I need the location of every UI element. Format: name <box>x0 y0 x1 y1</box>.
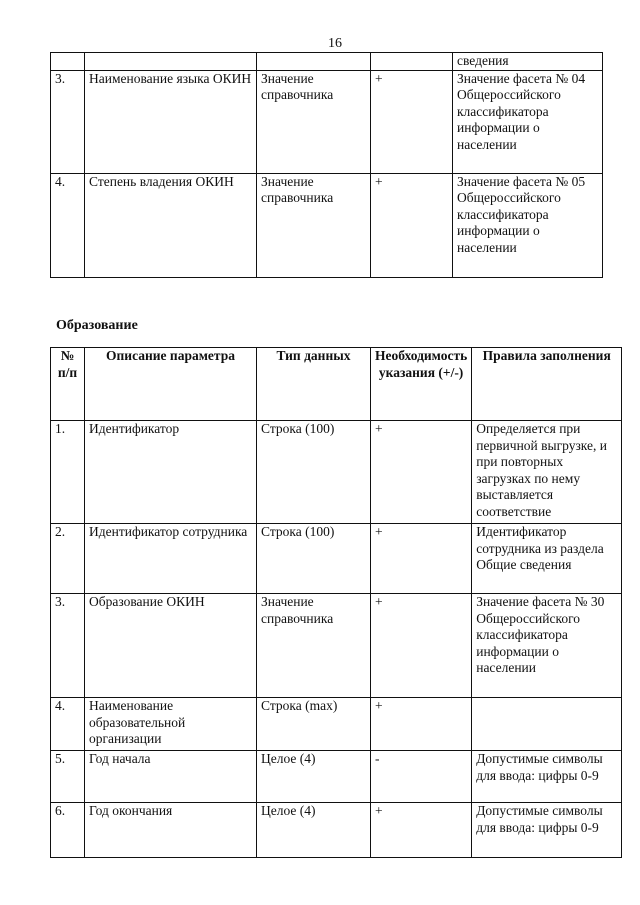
section-title: Образование <box>56 318 138 333</box>
fill-rules: Определяется при первичной выгрузке, и при повторных загрузках по нему выставляется соответствие <box>472 421 622 524</box>
header-name: Описание параметра <box>85 348 257 421</box>
data-type: Значение справочника <box>257 594 371 698</box>
row-number: 3. <box>51 594 85 698</box>
param-name: Год начала <box>85 751 257 803</box>
required-flag: + <box>371 173 453 277</box>
row-number: 4. <box>51 173 85 277</box>
data-type: Строка (100) <box>257 421 371 524</box>
table-row <box>51 698 622 751</box>
row-number: 6. <box>51 803 85 858</box>
data-type: Строка (100) <box>257 524 371 594</box>
page-number: 16 <box>328 36 342 51</box>
required-flag: + <box>371 803 472 858</box>
param-name: Степень владения ОКИН <box>85 173 257 277</box>
fill-rules: Значение фасета № 30 Общероссийского классификатора информации о населении <box>472 594 622 698</box>
header-rules: Правила заполнения <box>472 348 622 421</box>
fill-rules: Идентификатор сотрудника из раздела Общие сведения <box>472 524 622 594</box>
table-row <box>51 803 622 858</box>
param-name: Наименование образовательной организации <box>85 698 257 751</box>
required-flag: + <box>371 594 472 698</box>
row-number: 3. <box>51 70 85 173</box>
fill-rules: Допустимые символы для ввода: цифры 0-9 <box>472 803 622 858</box>
fill-rules: Значение фасета № 04 Общероссийского классификатора информации о населении <box>453 70 603 173</box>
param-name: Идентификатор сотрудника <box>85 524 257 594</box>
table-row <box>51 751 622 803</box>
required-flag: + <box>371 524 472 594</box>
required-flag: - <box>371 751 472 803</box>
table-row <box>51 53 603 71</box>
param-name: Идентификатор <box>85 421 257 524</box>
data-type: Значение справочника <box>257 173 371 277</box>
header-required: Необходимость указания (+/-) <box>371 348 472 421</box>
fill-rules: Допустимые символы для ввода: цифры 0-9 <box>472 751 622 803</box>
row-number: 4. <box>51 698 85 751</box>
rules-cell: сведения <box>453 53 603 71</box>
data-type: Целое (4) <box>257 803 371 858</box>
required-flag: + <box>371 421 472 524</box>
education-table <box>50 347 622 858</box>
data-type: Целое (4) <box>257 751 371 803</box>
required-flag: + <box>371 70 453 173</box>
fill-rules: Значение фасета № 05 Общероссийского классификатора информации о населении <box>453 173 603 277</box>
param-name: Наименование языка ОКИН <box>85 70 257 173</box>
table-row <box>51 524 622 594</box>
header-num: № п/п <box>51 348 85 421</box>
table-row <box>51 70 603 173</box>
table-row <box>51 594 622 698</box>
header-type: Тип данных <box>257 348 371 421</box>
param-name: Год окончания <box>85 803 257 858</box>
fill-rules <box>472 698 622 751</box>
row-number: 1. <box>51 421 85 524</box>
language-table <box>50 52 603 278</box>
table-row <box>51 173 603 277</box>
required-flag: + <box>371 698 472 751</box>
row-number: 2. <box>51 524 85 594</box>
data-type: Значение справочника <box>257 70 371 173</box>
param-name: Образование ОКИН <box>85 594 257 698</box>
table-header-row <box>51 348 622 421</box>
data-type: Строка (max) <box>257 698 371 751</box>
row-number: 5. <box>51 751 85 803</box>
table-row <box>51 421 622 524</box>
